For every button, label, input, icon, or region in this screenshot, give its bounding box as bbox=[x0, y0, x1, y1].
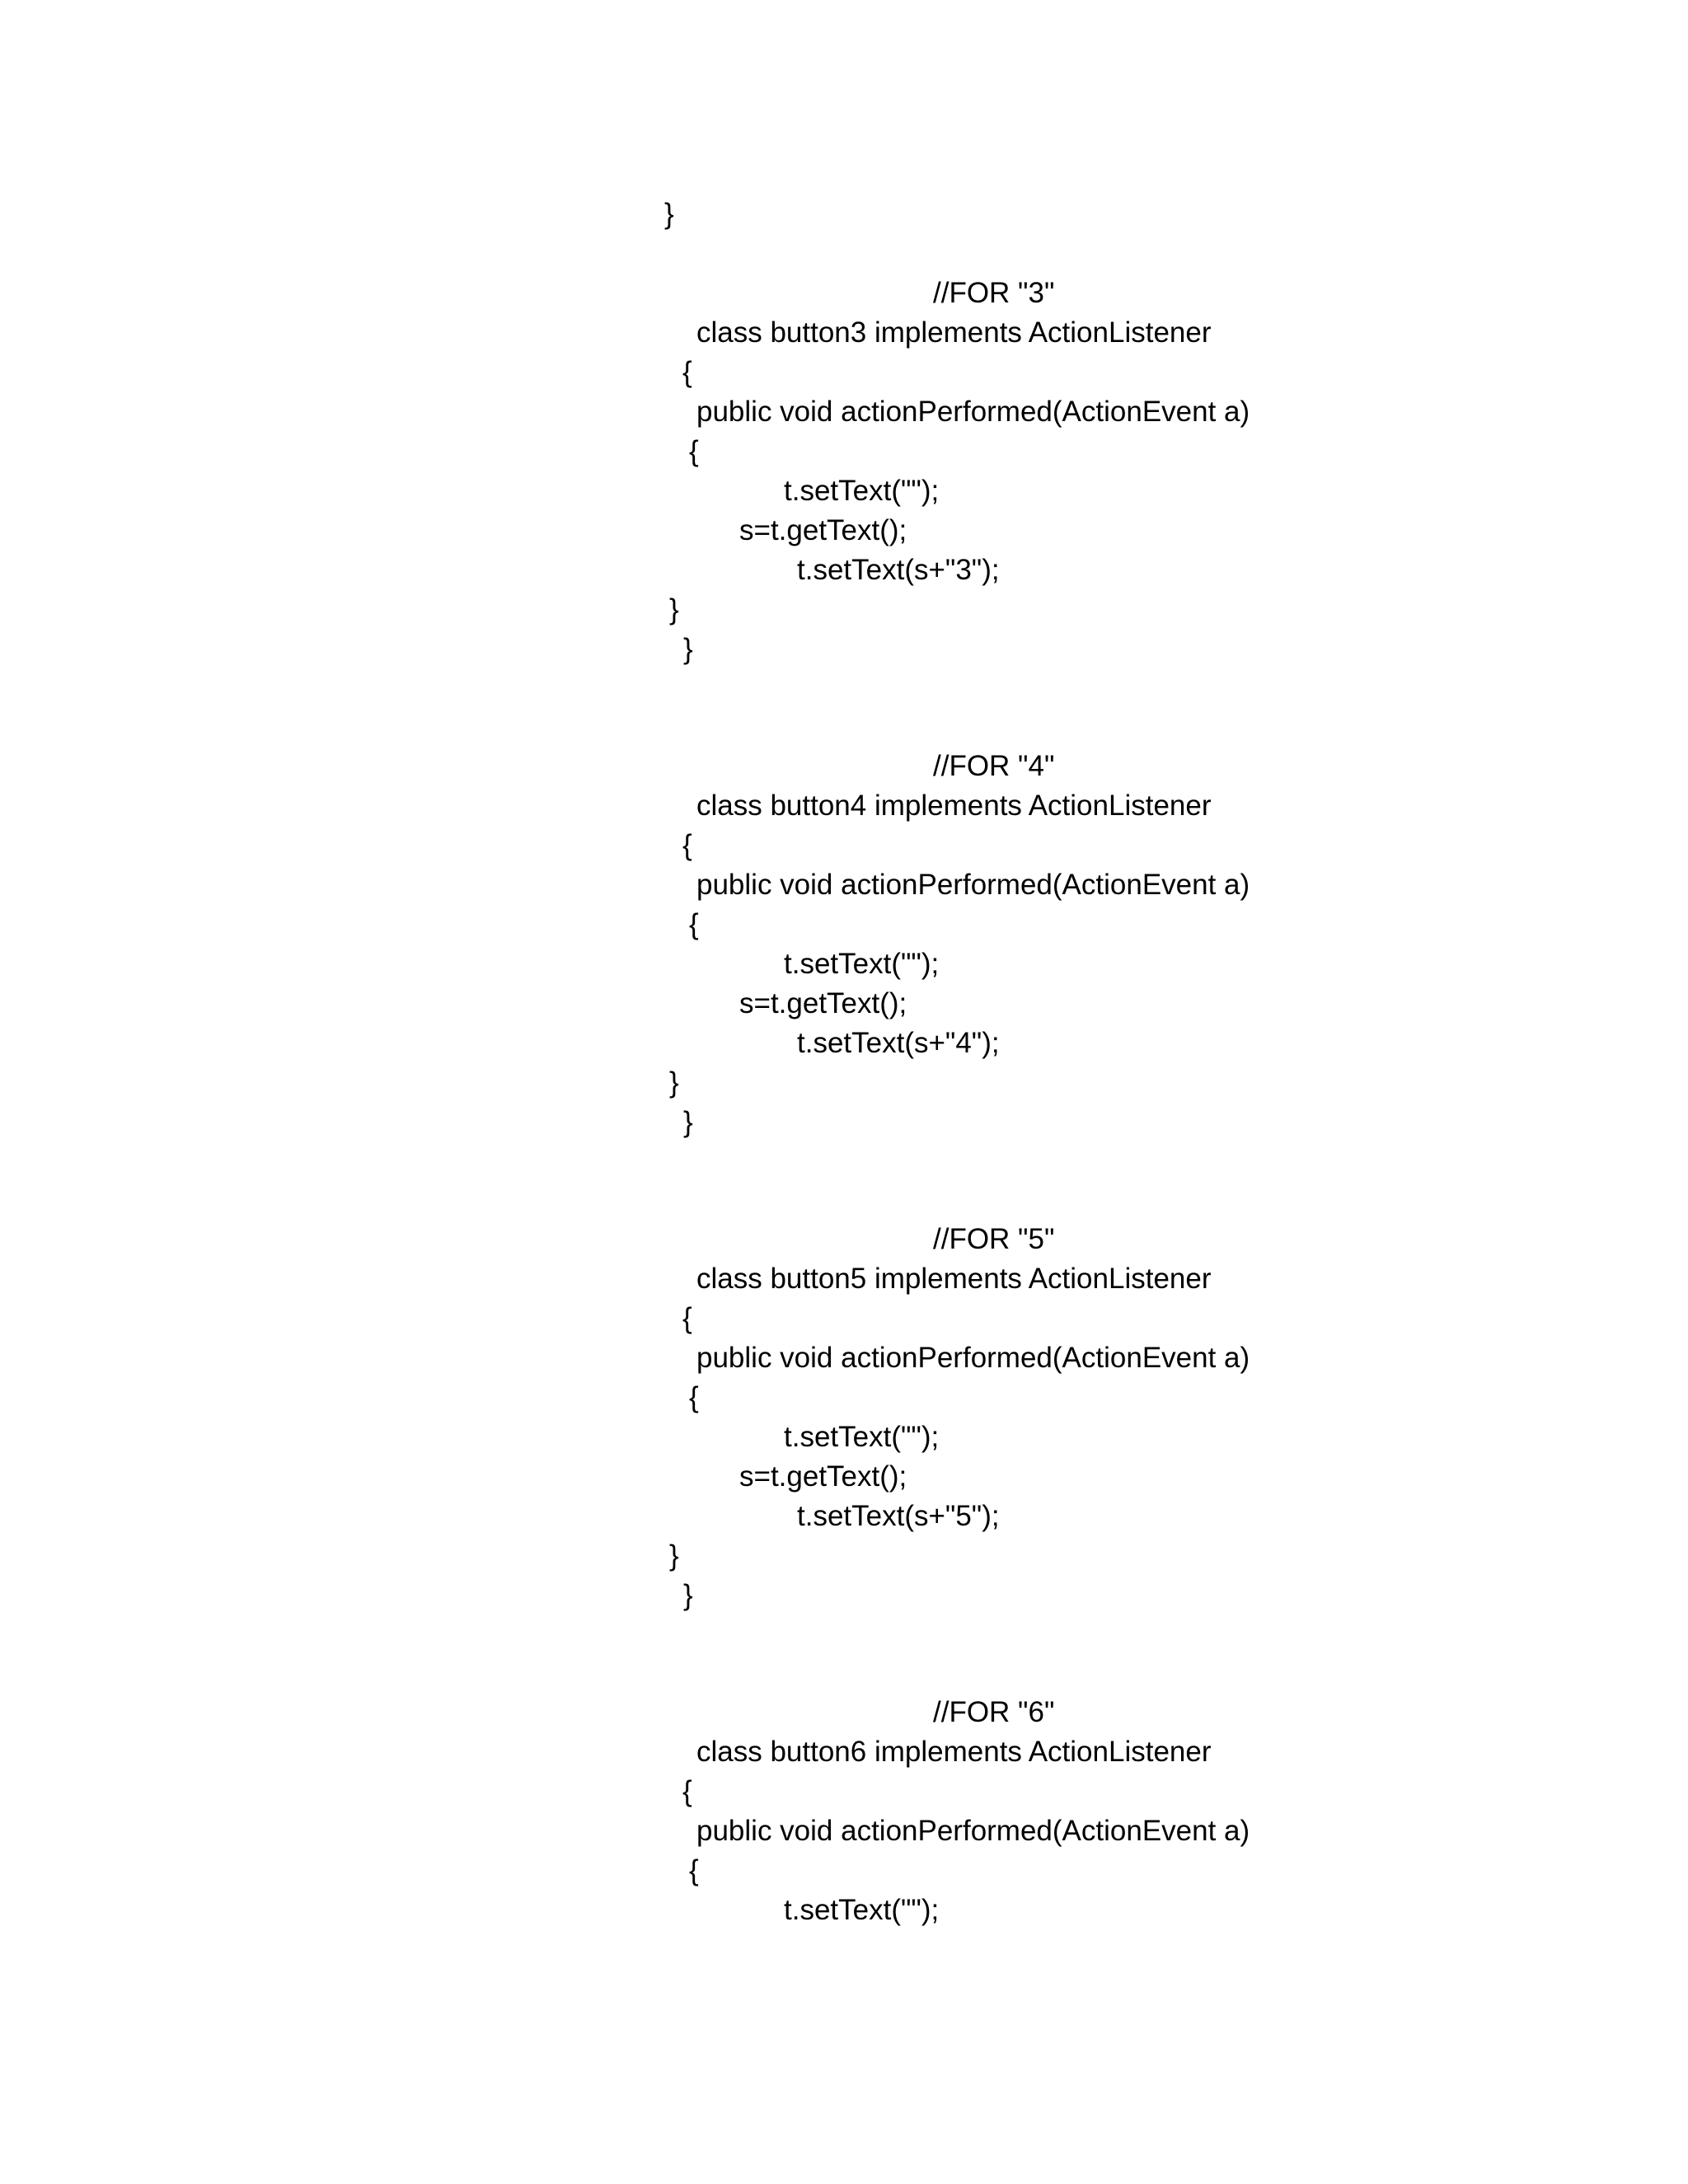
code-line: s=t.getText(); bbox=[739, 514, 907, 546]
code-line: s=t.getText(); bbox=[739, 987, 907, 1019]
code-line: { bbox=[682, 1302, 692, 1334]
code-line: t.setText(""); bbox=[784, 475, 940, 507]
code-line: } bbox=[664, 198, 674, 230]
code-line: class button5 implements ActionListener bbox=[696, 1263, 1212, 1295]
code-line: public void actionPerformed(ActionEvent a) bbox=[696, 1342, 1250, 1374]
code-line: class button3 implements ActionListener bbox=[696, 316, 1212, 349]
code-line: t.setText(""); bbox=[784, 1421, 940, 1453]
code-line: { bbox=[689, 1854, 699, 1886]
code-line: } bbox=[669, 1066, 679, 1099]
code-line: public void actionPerformed(ActionEvent a) bbox=[696, 396, 1250, 428]
code-line: public void actionPerformed(ActionEvent a) bbox=[696, 1815, 1250, 1847]
code-line: } bbox=[683, 1579, 693, 1611]
code-line: { bbox=[689, 908, 699, 940]
code-line: { bbox=[682, 829, 692, 861]
code-line: } bbox=[683, 1106, 693, 1138]
code-line: public void actionPerformed(ActionEvent a) bbox=[696, 869, 1250, 901]
code-line: { bbox=[682, 356, 692, 388]
code-comment: //FOR "5" bbox=[933, 1223, 1055, 1255]
code-line: t.setText(s+"4"); bbox=[797, 1027, 1000, 1059]
code-comment: //FOR "3" bbox=[933, 277, 1055, 309]
code-line: } bbox=[669, 1540, 679, 1572]
code-line: t.setText(""); bbox=[784, 1894, 940, 1926]
code-line: t.setText(s+"3"); bbox=[797, 554, 1000, 586]
code-comment: //FOR "6" bbox=[933, 1696, 1055, 1728]
code-line: { bbox=[682, 1775, 692, 1807]
code-line: t.setText(""); bbox=[784, 948, 940, 980]
code-line: class button4 implements ActionListener bbox=[696, 790, 1212, 822]
code-line: } bbox=[683, 633, 693, 665]
code-line: { bbox=[689, 435, 699, 467]
code-line: t.setText(s+"5"); bbox=[797, 1500, 1000, 1532]
code-line: { bbox=[689, 1381, 699, 1413]
code-line: } bbox=[669, 593, 679, 626]
code-line: class button6 implements ActionListener bbox=[696, 1736, 1212, 1768]
code-line: s=t.getText(); bbox=[739, 1460, 907, 1493]
code-comment: //FOR "4" bbox=[933, 750, 1055, 782]
